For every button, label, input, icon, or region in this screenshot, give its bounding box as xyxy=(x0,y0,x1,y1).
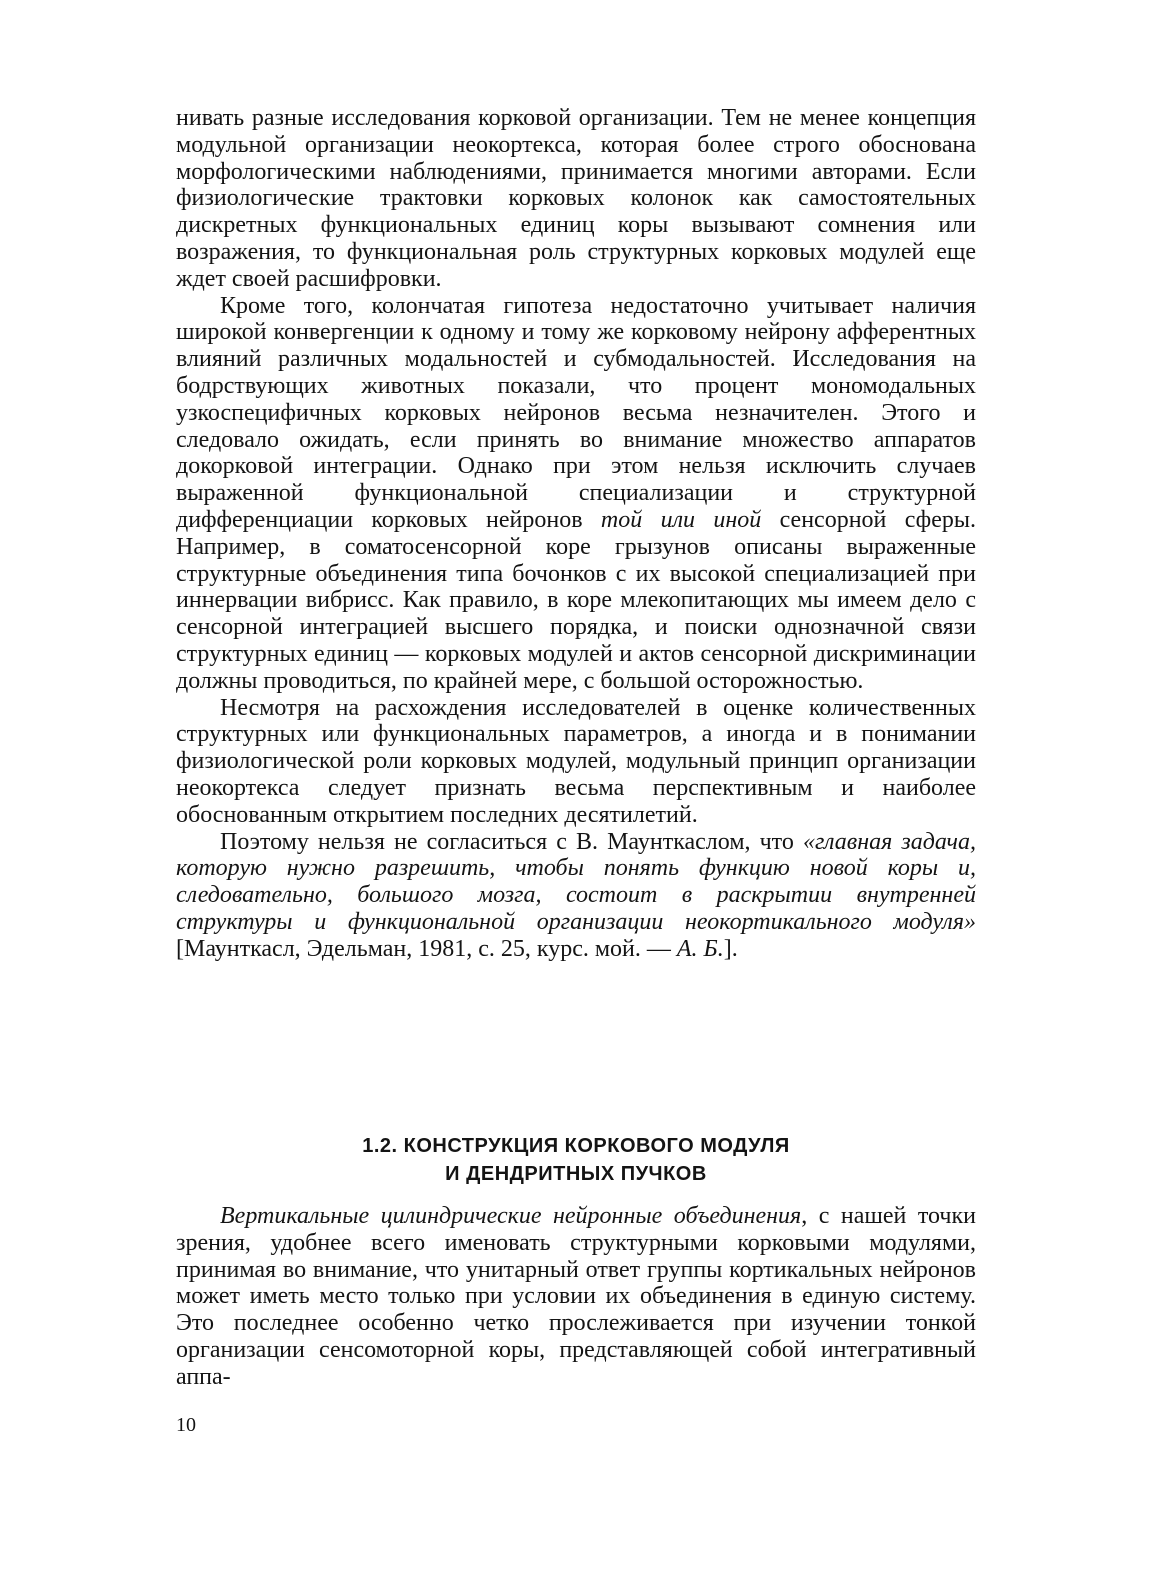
text-run: нивать разные исследования корковой организации. Тем не менее концепция модульной организации неокортекса, которая более строго обоснована морфологическими наблюдениями, принимается многими авторами. Если физиологические трактовки корковых колонок как самостоятельных дискретных функциональных единиц коры вызывают сомнения или возражения, то функциональная роль структурных корковых модулей еще ждет своей расшифровки. xyxy=(176,105,976,292)
text-run: сенсорной сферы. Например, в соматосенсорной коре грызунов описаны выраженные структурные объединения типа бочонков с их высокой специализацией при иннервации вибрисс. Как правило, в коре млекопитающих мы имеем дело с сенсорной интеграцией высшего порядка, и поиски однозначной связи структурных единиц — корковых модулей и актов сенсорной дискриминации должны проводиться, по крайней мере, с большой осторожностью. xyxy=(176,506,977,694)
italic-run: той или иной xyxy=(600,506,762,533)
text-run: ]. xyxy=(723,935,738,962)
page-number: 10 xyxy=(176,1414,196,1436)
body-text-bottom xyxy=(176,1203,976,1391)
paragraph xyxy=(176,829,976,963)
paragraph xyxy=(176,105,976,293)
section-heading xyxy=(176,1132,976,1188)
text-run: [Маунткасл, Эдельман, 1981, с. 25, курс. мой. — xyxy=(176,935,677,962)
body-text-top xyxy=(176,105,976,963)
paragraph xyxy=(176,1203,976,1391)
text-run: , с нашей точки зрения, удобнее всего именовать структурными корковыми модулями, принимая во внимание, что унитарный ответ группы кортикальных нейронов может иметь место только при условии их объединения в единую систему. Это последнее особенно четко прослеживается при изучении тонкой организации сенсомоторной коры, представляющей собой интегративный аппа- xyxy=(176,1203,976,1390)
italic-run: Вертикальные цилиндрические нейронные объединения xyxy=(220,1203,802,1229)
section-heading-line-1: 1.2. КОНСТРУКЦИЯ КОРКОВОГО МОДУЛЯ xyxy=(362,1135,790,1157)
italic-run: А. Б. xyxy=(676,935,724,962)
paragraph xyxy=(176,695,976,829)
text-run: Поэтому нельзя не согласиться с В. Маунткаслом, что xyxy=(220,828,803,855)
text-run: Несмотря на расхождения исследователей в оценке количественных структурных или функциональных параметров, а иногда и в понимании физиологической роли корковых модулей, модульный принцип организации неокортекса следует признать весьма перспективным и наиболее обоснованным открытием последних десятилетий. xyxy=(176,694,976,828)
section-heading-line-2: И ДЕНДРИТНЫХ ПУЧКОВ xyxy=(445,1163,707,1185)
italic-run: «главная задача, которую нужно разрешить, чтобы понять функцию новой коры и, следовательно, большого мозга, состоит в раскрытии внутренней структуры и функциональной организации неокортикального модуля» xyxy=(176,828,976,935)
paragraph xyxy=(176,293,976,695)
text-run: Кроме того, колончатая гипотеза недостаточно учитывает наличия широкой конвергенции к одному и тому же корковому нейрону афферентных влияний различных модальностей и субмодальностей. Исследования на бодрствующих животных показали, что процент мономодальных узкоспецифичных корковых нейронов весьма незначителен. Этого и следовало ожидать, если принять во внимание множество аппаратов докорковой интеграции. Однако при этом нельзя исключить случаев выраженной функциональной специализации и структурной дифференциации корковых нейронов xyxy=(176,292,976,533)
